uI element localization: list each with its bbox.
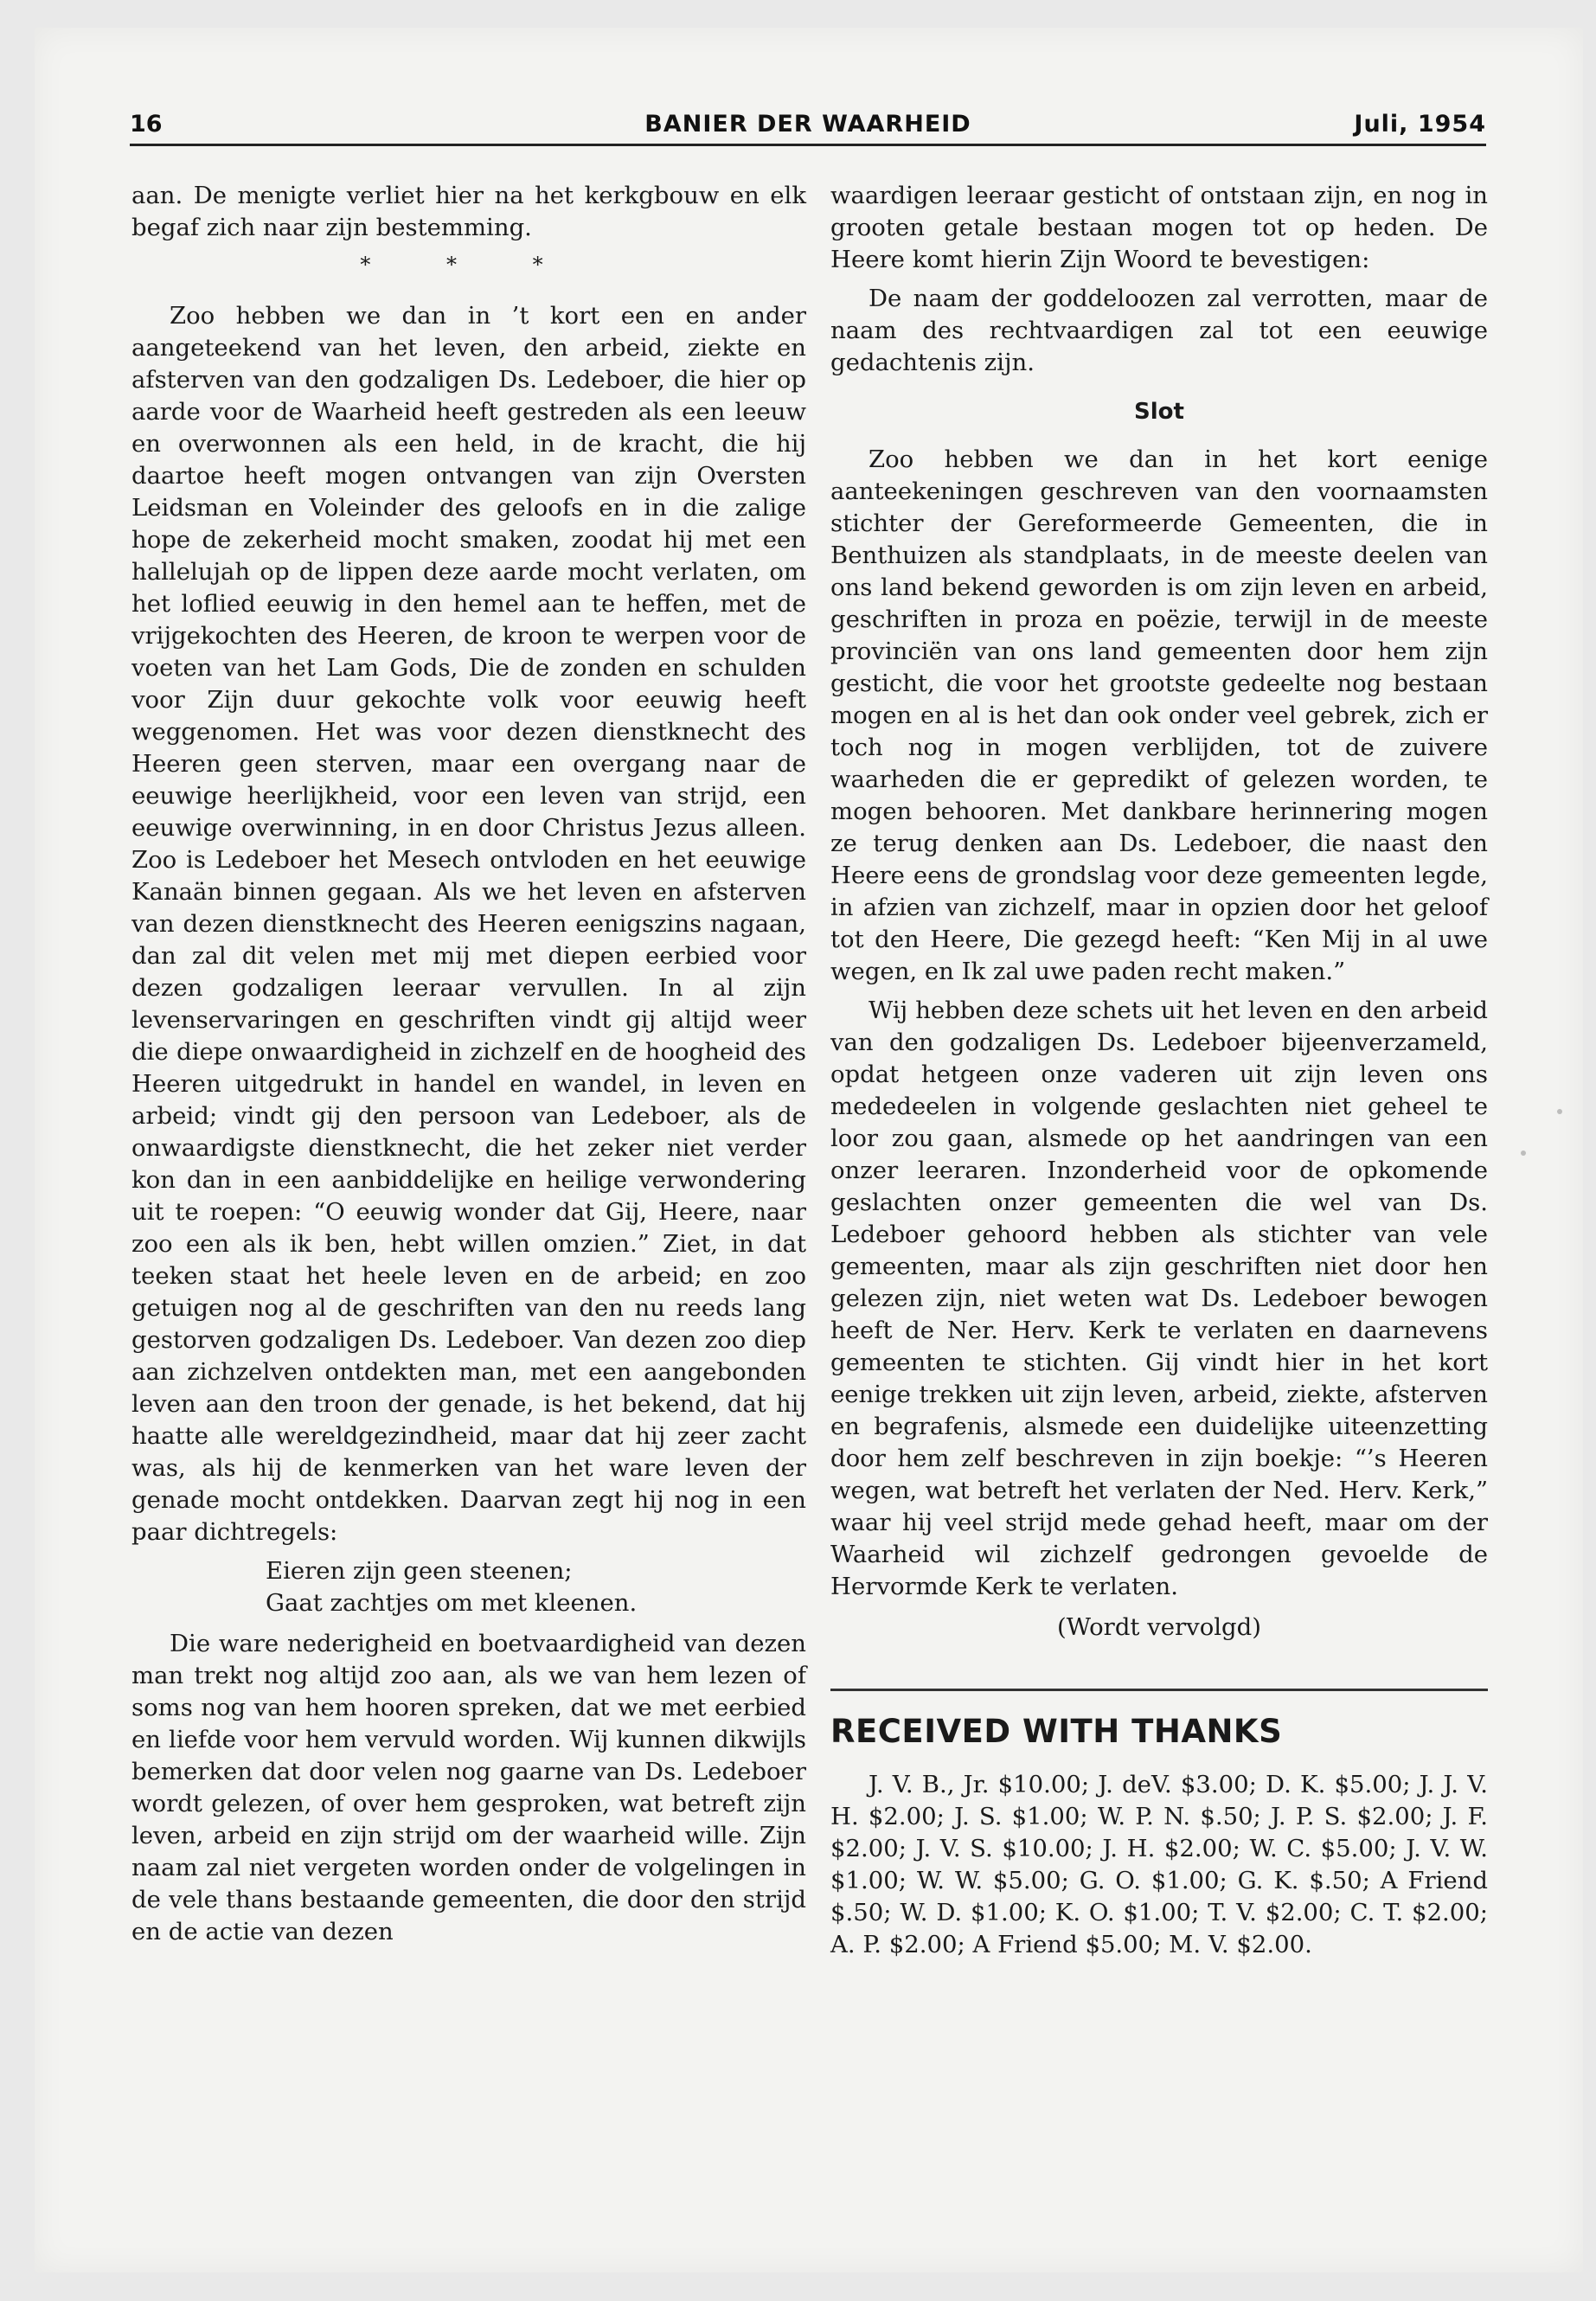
page-number: 16 — [130, 111, 163, 138]
right-column — [830, 180, 1488, 1961]
scripture-quote: De naam der goddeloozen zal verrotten, maar de naam des rechtvaardigen zal tot een eeuwige gedachtenis zijn. — [830, 285, 1488, 376]
paragraph: aan. De menigte verliet hier na het kerkgbouw en elk begaf zich naar zijn bestemming. — [131, 182, 806, 241]
poem-line: Eieren zijn geen steenen; — [266, 1557, 573, 1585]
poem — [131, 1555, 806, 1619]
paragraph: Die ware nederigheid en boetvaardigheid van dezen man trekt nog altijd zoo aan, als we van hem lezen of soms nog van hem hooren spreken, dat we met eerbied en liefde voor hem vervuld worden. Wij kunnen dikwijls bemerken dat door velen nog gaarne van Ds. Ledeboer wordt gelezen, of over hem gesproken, wat betreft zijn leven, arbeid en zijn strijd om der waarheid wille. Zijn naam zal niet vergeten worden onder de volgelingen in de vele thans bestaande gemeenten, die door den strijd en de actie van dezen — [131, 1630, 806, 1945]
paragraph: Zoo hebben we dan in het kort eenige aanteekeningen geschreven van den voornaamsten stichter der Gereformeerde Gemeenten, die in Benthuizen als standplaats, in de meeste deelen van ons land bekend geworden is om zijn leven en arbeid, geschriften in proza en poëzie, terwijl in de meeste provinciën van ons land gemeenten door hem zijn gesticht, die voor het grootste gedeelte nog bestaan mogen en al is het dan ook onder veel gebrek, zich er toch nog in mogen verblijden, tot de zuivere waarheden die er gepredikt of gelezen worden, te mogen behooren. Met dankbare herinnering mogen ze terug denken aan Ds. Ledeboer, die naast den Heere eens de grondslag voor deze gemeenten legde, in afzien van zichzelf, maar in opzien door het geloof tot den Heere, Die gezegd heeft: “Ken Mij in al uwe wegen, en Ik zal uwe paden recht maken.” — [830, 445, 1488, 985]
scan-speck — [1521, 1150, 1526, 1156]
paragraph: Wij hebben deze schets uit het leven en den arbeid van den godzaligen Ds. Ledeboer bijeenverzameld, opdat hetgeen onze vaderen uit zijn leven ons mededeelen in volgende geslachten niet geheel te loor zou gaan, alsmede op het aandringen van een onzer leeraren. Inzonderheid voor de opkomende geslachten onzer gemeenten die wel van Ds. Ledeboer gehoord hebben als stichter van vele gemeenten, maar als zijn geschriften niet door hen gelezen zijn, niet weten wat Ds. Ledeboer bewogen heeft de Ner. Herv. Kerk te verlaten en daarnevens gemeenten te stichten. Gij vindt hier in het kort eenige trekken uit zijn leven, arbeid, ziekte, afsterven en begrafenis, alsmede een duidelijke uiteenzetting door hem zelf beschreven in zijn boekje: “’s Heeren wegen, wat betreft het verlaten der Ned. Herv. Kerk,” waar hij veel strijd mede gehad heeft, maar om der Waarheid wil zichzelf gedrongen gevoelde de Hervormde Kerk te verlaten. — [830, 997, 1488, 1600]
running-header — [130, 111, 1486, 145]
thanks-heading: RECEIVED WITH THANKS — [830, 1713, 1283, 1750]
issue-date: Juli, 1954 — [1354, 111, 1486, 138]
paragraph: Zoo hebben we dan in ’t kort een en ander aangeteekend van het leven, den arbeid, ziekte en afsterven van den godzaligen Ds. Ledeboer, die hier op aarde voor de Waarheid heeft gestreden als een leeuw en overwonnen als een held, in de kracht, die hij daartoe heeft mogen ontvangen van zijn Oversten Leidsman en Voleinder des geloofs en in die zalige hope de zekerheid mocht smaken, zoodat hij met een hallelujah op de lippen deze aarde mocht verlaten, om het loflied eeuwig in den hemel aan te heffen, met de vrijgekochten des Heeren, de kroon te werpen voor de voeten van het Lam Gods, Die de zonden en schulden voor Zijn duur gekochte volk voor eeuwig heeft weggenomen. Het was voor dezen dienstknecht des Heeren geen sterven, maar een overgang naar de eeuwige heerlijkheid, voor een leven van strijd, een eeuwige overwinning, in en door Christus Jezus alleen. Zoo is Ledeboer het Mesech ontvloden en het eeuwige Kanaän binnen gegaan. Als we het leven en afsterven van dezen dienstknecht des Heeren eenigszins nagaan, dan zal dit velen met mij met diepen eerbied voor dezen godzaligen leeraar vervullen. In al zijn levenservaringen en geschriften vindt gij altijd weer die diepe onwaardigheid in zichzelf en de hoogheid des Heeren uitgedrukt in handel en wandel, in leven en arbeid; vindt gij den persoon van Ledeboer, als de onwaardigste dienstknecht, die het zeker niet verder kon dan in een aanbiddelijke en heilige verwondering uit te roepen: “O eeuwig wonder dat Gij, Heere, naar zoo een als ik ben, hebt willen omzien.” Ziet, in dat teeken staat het heele leven en de arbeid; en zoo getuigen nog al de geschriften van den nu reeds lang gestorven godzaligen Ds. Ledeboer. Van dezen zoo diep aan zichzelven ontdekten man, met een aangebonden leven aan den troon der genade, is het bekend, dat hij haatte alle wereldgezindheid, maar dat hij zeer zacht was, als hij de kenmerken van het ware leven der genade mocht ontdekken. Daarvan zegt hij nog in een paar dichtregels: — [131, 302, 806, 1546]
section-separator: * * * — [360, 253, 578, 277]
paragraph: waardigen leeraar gesticht of ontstaan zijn, en nog in grooten getale bestaan mogen tot op heden. De Heere komt hierin Zijn Woord te bevestigen: — [830, 182, 1488, 273]
journal-title: BANIER DER WAARHEID — [644, 111, 971, 138]
poem-line: Gaat zachtjes om met kleenen. — [266, 1589, 638, 1617]
header-rule — [130, 144, 1486, 146]
thanks-rule — [830, 1689, 1488, 1691]
section-heading: Slot — [1134, 399, 1184, 425]
scan-speck — [1557, 1109, 1562, 1114]
thanks-list: J. V. B., Jr. $10.00; J. deV. $3.00; D. K. $5.00; J. J. V. H. $2.00; J. S. $1.00; W. P. N. $.50; J. P. S. $2.00; J. F. $2.00; J. V. S. $10.00; J. H. $2.00; W. C. $5.00; J. V. W. $1.00; W. W. $5.00; G. O. $1.00; G. K. $.50; A Friend $.50; W. D. $1.00; K. O. $1.00; T. V. $2.00; C. T. $2.00; A. P. $2.00; A Friend $5.00; M. V. $2.00. — [830, 1771, 1488, 1958]
continued-note: (Wordt vervolgd) — [1056, 1613, 1261, 1641]
left-column — [131, 180, 806, 1948]
